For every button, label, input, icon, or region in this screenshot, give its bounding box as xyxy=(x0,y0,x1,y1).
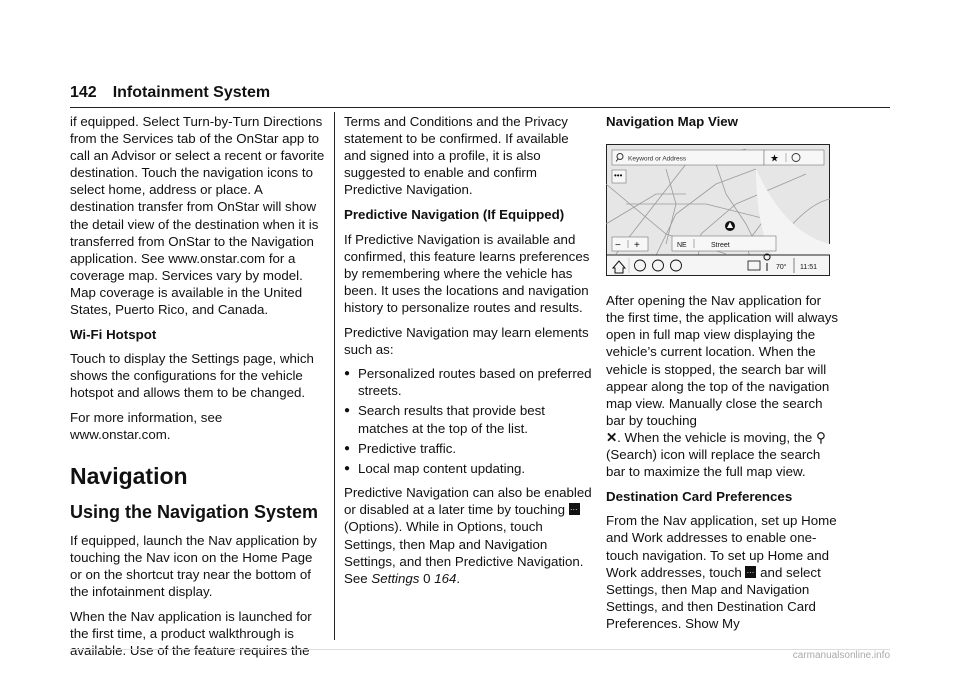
paragraph: Predictive Navigation may learn elements such as: xyxy=(344,324,589,357)
paragraph: If Predictive Navigation is available and confirmed, this feature learns preferences by remembering where the vehicle has been. It uses the locations and navigation history to personalize routes and results. xyxy=(344,231,590,315)
reference-page: 164 xyxy=(434,570,457,586)
column-middle xyxy=(344,113,594,594)
page-ref-arrow-icon: 0 xyxy=(423,570,431,586)
paragraph: if equipped. Select Turn-by-Turn Directions from the Services tab of the OnStar app to call an Advisor or select a recent or favorite destination. Touch the navigation icons to select home, address or place. A destination transfer from OnStar will show the detail view of the destination when it is transferred from OnStar to the Navigation application. See www.onstar.com for a coverage map. Services vary by model. Map coverage is available in the United States, Puerto Rico, and Canada. xyxy=(70,114,325,318)
column-divider xyxy=(334,112,335,640)
column-right xyxy=(606,113,842,639)
svg-text:•••: ••• xyxy=(614,171,623,181)
footer-watermark xyxy=(70,649,890,664)
paragraph xyxy=(344,484,594,587)
map-options-button[interactable] xyxy=(612,170,626,183)
zoom-in-icon[interactable]: + xyxy=(634,240,640,252)
text-span: . When the vehicle is moving, the xyxy=(617,429,813,445)
destination-card-heading: Destination Card Preferences xyxy=(606,488,793,504)
map-view-heading: Navigation Map View xyxy=(606,114,739,129)
paragraph: Terms and Conditions and the Privacy statement to be confirmed. If available and signed into a profile, it is also suggested to enable and confirm Predictive Navigation. xyxy=(344,114,569,198)
shortcut-tray xyxy=(607,254,830,276)
navigation-heading: Navigation xyxy=(70,463,188,490)
watermark-text: carmanualsonline.info xyxy=(792,650,890,661)
options-icon xyxy=(569,503,580,515)
heading-street-bar xyxy=(672,236,776,251)
paragraph xyxy=(606,292,842,480)
favorites-recent-box[interactable] xyxy=(764,150,824,165)
list-item: ● Local map content updating. xyxy=(344,460,594,477)
text-span: and select Settings, then Map and Navigation Settings, and then Destination Card Preferences. Show My xyxy=(606,564,821,631)
settings-reference[interactable] xyxy=(371,571,456,586)
navigation-map-figure xyxy=(606,144,830,276)
temperature: 70° xyxy=(776,264,787,272)
bullet-list xyxy=(344,365,594,477)
header-rule xyxy=(70,107,890,108)
text-span: From the Nav application, set up Home and Work addresses to enable one-touch navigation. To set up Home and Work addresses, touch xyxy=(606,513,837,580)
using-navigation-heading: Using the Navigation System xyxy=(70,502,319,523)
zoom-out-icon[interactable]: − xyxy=(615,240,621,252)
list-item: ● Personalized routes based on preferred streets. xyxy=(344,365,594,399)
search-placeholder: Keyword or Address xyxy=(628,155,687,163)
text-span: (Search) icon will replace the search bar to maximize the full map view. xyxy=(606,447,821,480)
list-item: ● Search results that provide best matches at the top of the list. xyxy=(344,402,594,436)
star-icon[interactable]: ★ xyxy=(770,153,779,165)
zoom-controls[interactable] xyxy=(612,237,648,251)
paragraph xyxy=(606,512,842,632)
column-left xyxy=(70,113,326,667)
street-name: Street xyxy=(711,242,730,250)
paragraph: If equipped, launch the Nav application by touching the Nav icon on the Home Page or on the shortcut tray near the bottom of the infotainment display. xyxy=(70,533,317,600)
heading-direction: NE xyxy=(677,242,687,250)
search-bar[interactable] xyxy=(612,150,764,165)
paragraph: For more information, see www.onstar.com. xyxy=(70,410,223,443)
text-span: (Options). While in Options, touch Settings, then Map and Navigation Settings, and then Predictive Navigation. See xyxy=(344,519,584,586)
predictive-navigation-heading: Predictive Navigation (If Equipped) xyxy=(344,206,565,222)
page-number: 142 xyxy=(70,84,97,101)
search-icon: ⚲ xyxy=(815,429,826,445)
list-item: ● Predictive traffic. xyxy=(344,440,594,457)
text-span: . xyxy=(456,570,461,586)
page-header xyxy=(70,84,270,102)
reference-label: Settings xyxy=(371,570,420,586)
vehicle-position-icon xyxy=(725,221,735,231)
section-title: Infotainment System xyxy=(112,84,271,101)
paragraph: Touch to display the Settings page, which shows the configurations for the vehicle hotspot and allows them to be changed. xyxy=(70,351,314,401)
text-span: After opening the Nav application for the first time, the application will always open in full map view displaying the vehicle’s current location. When the vehicle is stopped, the search bar will appear along the top of the navigation map view. Manually close the search bar by touching xyxy=(606,293,839,428)
close-icon: ✕ xyxy=(606,429,618,445)
paragraph: When the Nav application is launched for the first time, a product walkthrough is available. Use of the feature requires the xyxy=(70,609,312,659)
wifi-heading: Wi-Fi Hotspot xyxy=(70,326,157,342)
clock-time: 11:51 xyxy=(800,264,817,272)
options-icon xyxy=(745,566,756,578)
text-span: Predictive Navigation can also be enabled or disabled at a later time by touching xyxy=(344,485,592,518)
